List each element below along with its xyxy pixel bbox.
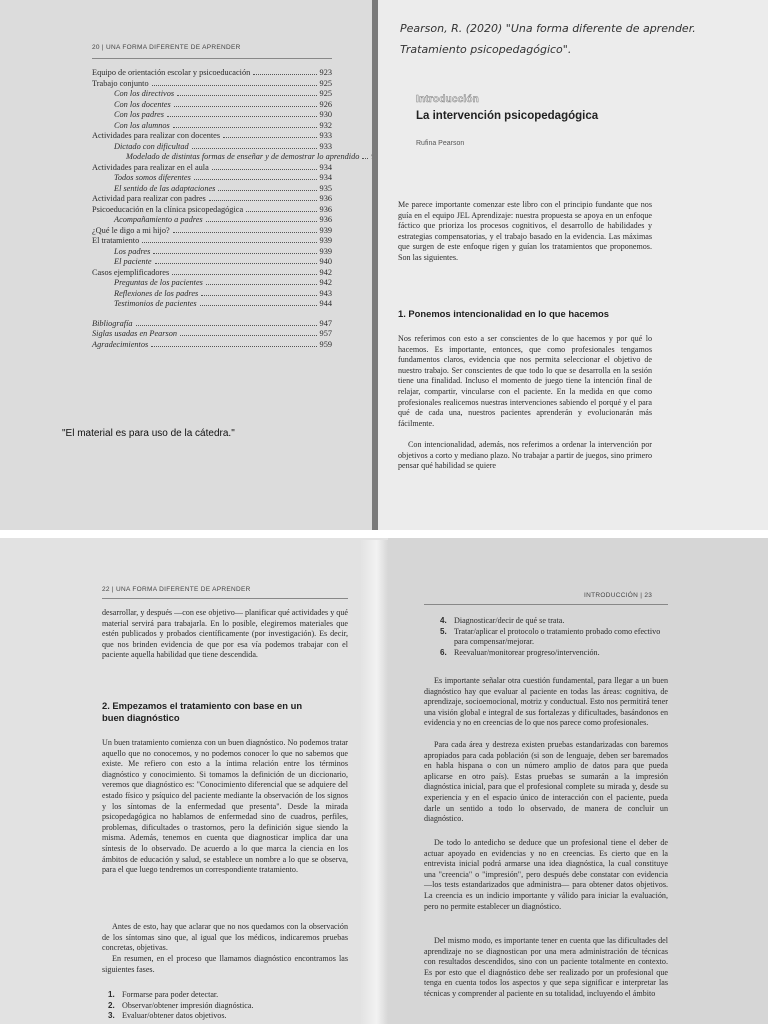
toc-entry bbox=[92, 152, 360, 163]
toc-entry-title: Actividades para realizar con docentes bbox=[92, 131, 221, 140]
toc-leader bbox=[155, 263, 317, 264]
section-1-heading: 1. Ponemos intencionalidad en lo que hacemos bbox=[398, 308, 609, 319]
paragraph-1: Es importante señalar otra cuestión fundamental, para llegar a un buen diagnóstico hay que evaluar al paciente en todas las áreas: cognitiva, de aprendizaje, socioemocional, motriz y conductual. Esto nos permitirá tener una visión global e integral de sus fortalezas y dificultades, basándonos en evidencia y no en creencias de lo que nos parece como profesionales. bbox=[424, 676, 668, 728]
toc-entry-title: Siglas usadas en Pearson bbox=[92, 329, 178, 338]
list-text: Formarse para poder detectar. bbox=[122, 990, 219, 999]
toc-leader bbox=[253, 74, 316, 75]
toc-leader bbox=[152, 85, 317, 86]
list-text: Reevaluar/monitorear progreso/intervención. bbox=[454, 647, 600, 657]
toc-leader bbox=[177, 95, 316, 96]
intro-paragraph: Me parece importante comenzar este libro con el principio fundante que nos guía en el equipo JEL Aprendizaje: nuestra propuesta se apoya en un enfoque fáctico que prioriza los procesos cognitivos, el desarrollo de habilidades y estrategias compensatorias, y el trabajo basado en la evidencia. Las máximas que surgen de este enfoque rigen y guían los tratamientos que proponemos. Son las siguientes. bbox=[398, 200, 652, 262]
toc-entry bbox=[92, 340, 332, 351]
page-20 bbox=[0, 0, 372, 538]
toc-entry-page: 942 bbox=[319, 278, 332, 287]
page-23 bbox=[388, 538, 768, 1024]
toc-entry-page: 934 bbox=[319, 173, 332, 182]
toc-entry bbox=[92, 121, 332, 132]
header-rule bbox=[424, 604, 668, 605]
toc-entry bbox=[92, 226, 332, 237]
toc-entry bbox=[92, 163, 332, 174]
toc-leader bbox=[153, 253, 316, 254]
toc-entry-page: 936 bbox=[319, 204, 332, 214]
toc-leader bbox=[142, 242, 316, 243]
section-1-paragraph-2: Con intencionalidad, además, nos referimos a ordenar la intervención por objetivos a corto y mediano plazo. No trabajar a partir de juegos, sino primero pensar qué habilidad se quiere bbox=[398, 440, 652, 471]
list-number: 6. bbox=[440, 647, 447, 657]
toc-entry-title: Trabajo conjunto bbox=[92, 78, 149, 88]
toc-entry bbox=[92, 268, 332, 279]
toc-entry-title: Con los docentes bbox=[114, 99, 171, 109]
toc-entry-title: Todos somos diferentes bbox=[114, 173, 191, 182]
toc-leader bbox=[151, 346, 316, 347]
paragraph-2: Para cada área y destreza existen pruebas estandarizadas con baremos apropiados para cada población (si son de lenguaje, deben ser baremados en habla hispana o con un número amplio de datos para que pueda aplicarse en otro país). Estas pruebas se sumarán a la impresión diagnóstica inicial, para que el profesional complete su mirada y, desde su experiencia y en el espacio único de interacción con el paciente, pueda darle un sentido a todo lo observado, de manera de concluir un diagnóstico. bbox=[424, 740, 668, 824]
toc-leader bbox=[246, 211, 316, 212]
toc-entry-page: 940 bbox=[319, 257, 332, 266]
toc-entry-title: ¿Qué le digo a mi hijo? bbox=[92, 225, 170, 235]
list-text: Evaluar/obtener datos objetivos. bbox=[122, 1011, 227, 1021]
toc-entry-page: 957 bbox=[319, 329, 332, 338]
chapter-title: La intervención psicopedagógica bbox=[416, 110, 599, 122]
list-number: 5. bbox=[440, 626, 447, 636]
toc-leader bbox=[201, 295, 316, 296]
section-2-paragraph-2: Antes de esto, hay que aclarar que no nos quedamos con la observación de los síntomas sino que, al igual que los médicos, indicaremos pruebas concretas, objetivas. bbox=[102, 922, 348, 953]
toc-leader bbox=[192, 148, 317, 149]
toc-entry-title: Reflexiones de los padres bbox=[114, 288, 199, 298]
list-item bbox=[440, 627, 668, 648]
toc-entry-page: 930 bbox=[319, 110, 332, 119]
toc-entry bbox=[92, 319, 332, 330]
toc-entry-title: El paciente bbox=[114, 257, 152, 266]
toc-entry-title: El sentido de las adaptaciones bbox=[114, 183, 216, 193]
toc-entry-page: 947 bbox=[319, 318, 332, 328]
toc-entry-page: 943 bbox=[319, 288, 332, 298]
running-head: 22 | UNA FORMA DIFERENTE DE APRENDER bbox=[102, 586, 251, 593]
toc-leader bbox=[194, 179, 317, 180]
toc-entry bbox=[92, 194, 332, 205]
chapter-author: Rufina Pearson bbox=[416, 140, 465, 147]
list-item bbox=[440, 648, 668, 659]
diagnosis-phases-list bbox=[108, 990, 348, 1022]
toc-entry-title: Modelado de distintas formas de enseñar y de demostrar lo aprendido bbox=[126, 152, 360, 161]
page-22 bbox=[0, 538, 388, 1024]
toc-entry bbox=[92, 100, 332, 111]
toc-leader bbox=[362, 158, 368, 159]
toc-entry-title: Testimonios de pacientes bbox=[114, 299, 197, 308]
usage-notice: "El material es para uso de la cátedra." bbox=[62, 428, 235, 439]
book-spine-shadow bbox=[360, 540, 388, 1024]
toc-leader bbox=[167, 116, 317, 117]
toc-entry-page: 926 bbox=[319, 99, 332, 109]
section-2-paragraph-3: En resumen, en el proceso que llamamos diagnóstico encontramos las siguientes fases. bbox=[102, 954, 348, 974]
toc-entry bbox=[92, 215, 332, 226]
chapter-badge: Introducción bbox=[416, 94, 479, 105]
toc-entry-page: 942 bbox=[319, 267, 332, 277]
list-number: 3. bbox=[108, 1011, 115, 1021]
toc-entry-page: 939 bbox=[319, 246, 332, 256]
toc-leader bbox=[173, 232, 317, 233]
toc-spacer bbox=[92, 310, 332, 319]
toc-entry-page: 939 bbox=[319, 236, 332, 245]
toc-leader bbox=[223, 137, 316, 138]
toc-entry bbox=[92, 184, 332, 195]
toc-entry-page: 936 bbox=[319, 194, 332, 203]
paragraph-4: Del mismo modo, es importante tener en cuenta que las dificultades del aprendizaje no se diagnostican por una mera administración de técnicas con resultados descendidos, sino con un paciente totalmente en contexto. Es por esto que el diagnóstico debe ser realizado por un profesional que tenga en cuenta todos los aspectos y que sepa significar e interpretar las técnicas y comprender al paciente en su totalidad, incluyendo el ámbito bbox=[424, 936, 668, 998]
toc-entry bbox=[92, 278, 332, 289]
list-number: 2. bbox=[108, 1000, 115, 1010]
toc-entry bbox=[92, 68, 332, 79]
toc-entry bbox=[92, 131, 332, 142]
toc-leader bbox=[206, 284, 317, 285]
list-text: Observar/obtener impresión diagnóstica. bbox=[122, 1000, 254, 1010]
toc-entry-title: Psicoeducación en la clínica psicopedagógica bbox=[92, 204, 244, 214]
toc-entry-title: Con los padres bbox=[114, 110, 164, 119]
diagnosis-phases-list-cont bbox=[440, 616, 668, 658]
toc-entry-title: Dictado con dificultad bbox=[114, 141, 189, 151]
list-text: Diagnosticar/decir de qué se trata. bbox=[454, 616, 565, 625]
toc-leader bbox=[136, 325, 317, 326]
header-rule bbox=[92, 58, 332, 59]
toc-entry-page: 923 bbox=[319, 68, 332, 77]
toc-entry-title: Acompañamiento a padres bbox=[114, 215, 203, 224]
toc-entry bbox=[92, 79, 332, 90]
toc-entry bbox=[92, 247, 332, 258]
toc-entry-title: Con los alumnos bbox=[114, 120, 170, 130]
toc-leader bbox=[172, 274, 316, 275]
toc-entry-page: 925 bbox=[319, 89, 332, 98]
toc-end-list bbox=[92, 319, 332, 351]
toc-entry-title: El tratamiento bbox=[92, 236, 140, 245]
list-number: 4. bbox=[440, 616, 447, 625]
toc-leader bbox=[200, 305, 317, 306]
list-number: 1. bbox=[108, 990, 115, 999]
toc-entry bbox=[92, 205, 332, 216]
list-text: Tratar/aplicar el protocolo o tratamiento probado como efectivo para compensar/mejorar. bbox=[454, 626, 661, 647]
list-item bbox=[108, 1001, 348, 1012]
toc-leader bbox=[212, 169, 317, 170]
toc-leader bbox=[180, 335, 317, 336]
toc-entry-title: Equipo de orientación escolar y psicoeducación bbox=[92, 68, 251, 77]
toc-entry bbox=[92, 110, 332, 121]
toc-entry-page: 959 bbox=[319, 339, 332, 349]
section-1-paragraph-1: Nos referimos con esto a ser conscientes de lo que hacemos y por qué lo hacemos. Es importante, entonces, que como profesionales tengamos fundamentos claros, evidencia que nos permita seleccionar el objetivo de nuestro trabajo. Ser conscientes de que todo lo que se desarrolla en la sesión tiene una finalidad. Incluso el momento de juego tiene la intención final de relajar, compartir, vincularse con el paciente. En la medida en que como profesionales realicemos nuestras intervenciones sabiendo el porqué y el para qué de cada una, nuestros pacientes aprenderán y evolucionarán más fácilmente. bbox=[398, 334, 652, 428]
table-of-contents bbox=[92, 68, 360, 350]
toc-leader bbox=[209, 200, 317, 201]
toc-entry bbox=[92, 236, 332, 247]
toc-entry bbox=[92, 299, 332, 310]
list-item bbox=[440, 616, 668, 627]
toc-entry-title: Casos ejemplificadores bbox=[92, 267, 170, 277]
toc-entry-page: 939 bbox=[319, 225, 332, 235]
paragraph-3: De todo lo antedicho se deduce que un profesional tiene el deber de actuar apoyado en evidencias y no en creencias. Es cierto que en la entrevista inicial podrá armarse una idea diagnóstica, la cual constituye una "creencia" o "impresión", pero después debe constatar con evidencia —los tests estandarizados que administra— para obtener datos objetivos. La creencia es un indicio importante y válido para iniciar la evaluación, pero no permite establecer un diagnóstico. bbox=[424, 838, 668, 911]
toc-entry bbox=[92, 289, 332, 300]
toc-entry-page: 934 bbox=[319, 162, 332, 172]
toc-entry-page: 933 bbox=[319, 131, 332, 140]
toc-entry-page: 933 bbox=[319, 141, 332, 151]
toc-list bbox=[92, 68, 360, 310]
toc-leader bbox=[218, 190, 316, 191]
toc-entry-title: Actividad para realizar con padres bbox=[92, 194, 206, 203]
toc-entry-page: 944 bbox=[319, 299, 332, 308]
toc-entry-title: Preguntas de los pacientes bbox=[114, 278, 203, 287]
toc-entry-title: Con los directivos bbox=[114, 89, 175, 98]
running-head: INTRODUCCIÓN | 23 bbox=[584, 592, 653, 599]
toc-entry bbox=[92, 257, 332, 268]
toc-entry-title: Agradecimientos bbox=[92, 339, 149, 349]
handwritten-citation: Pearson, R. (2020) "Una forma diferente de aprender. Tratamiento psicopedagógico". bbox=[400, 22, 696, 56]
toc-leader bbox=[206, 221, 317, 222]
section-2-heading: 2. Empezamos el tratamiento con base en un buen diagnóstico bbox=[102, 700, 303, 723]
toc-entry bbox=[92, 329, 332, 340]
toc-leader bbox=[173, 127, 317, 128]
toc-entry-page: 925 bbox=[319, 78, 332, 88]
list-item bbox=[108, 1011, 348, 1022]
toc-entry-page: 935 bbox=[319, 183, 332, 193]
toc-entry-page: 936 bbox=[319, 215, 332, 224]
header-rule bbox=[102, 598, 348, 599]
running-head: 20 | UNA FORMA DIFERENTE DE APRENDER bbox=[92, 44, 241, 51]
toc-entry-title: Actividades para realizar en el aula bbox=[92, 162, 209, 172]
toc-entry-title: Bibliografía bbox=[92, 318, 133, 328]
toc-entry-title: Los padres bbox=[114, 246, 151, 256]
toc-leader bbox=[174, 106, 317, 107]
paragraph-continued: desarrollar, y después —con ese objetivo— planificar qué actividades y qué material servirá para trabajarla. En lo posible, elegiremos materiales que estén publicados y probados científicamente (por investigación). Es decir, que nos brinden evidencia de que por esa vía podemos trabajar con el paciente aquella habilidad que tiene descendida. bbox=[102, 608, 348, 660]
list-item bbox=[108, 990, 348, 1001]
toc-entry bbox=[92, 173, 332, 184]
section-2-paragraph-1: Un buen tratamiento comienza con un buen diagnóstico. No podemos tratar aquello que no conocemos, y no podemos conocer lo que no sabemos que existe. Me refiero con esto a la íntima relación entre los términos diagnóstico y conocimiento. Si tomamos la definición de un diccionario, veremos que diagnóstico es: "Conocimiento diferencial que se adquiere del estado físico y psíquico del paciente mediante la observación de los signos y los síntomas de la enfermedad que presenta". Desde la mirada psicopedagógica no hablamos de enfermedad sino de cuadros, perfiles, problemas, dificultades o trastornos, pero la definición sigue siendo la misma. Además, tenemos en cuenta que diagnosticar implica dar una síntesis de lo observado. De acuerdo a lo que marca la ciencia en los ámbitos de educación y salud, se establece un nombre a lo que se observa, para el que luego tendremos un correspondiente tratamiento. bbox=[102, 738, 348, 875]
toc-entry bbox=[92, 142, 332, 153]
toc-entry bbox=[92, 89, 332, 100]
toc-entry-page: 932 bbox=[319, 120, 332, 130]
